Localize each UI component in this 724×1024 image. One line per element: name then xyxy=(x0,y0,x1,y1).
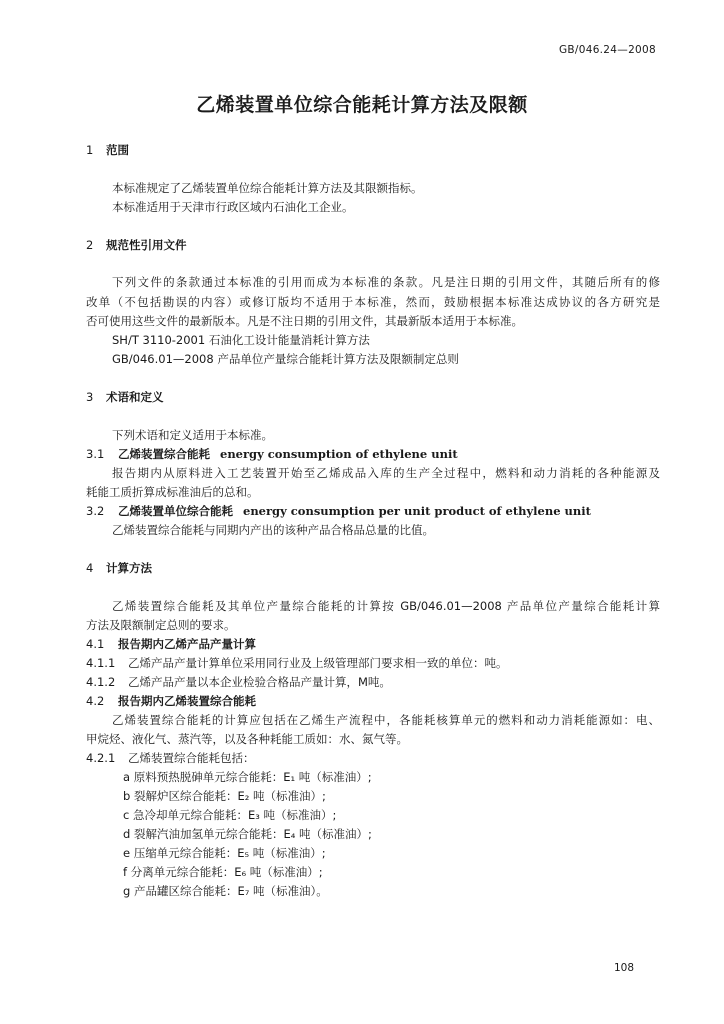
section-2-heading: 2 规范性引用文件 xyxy=(86,238,187,252)
standard-code: GB/046.24—2008 xyxy=(558,44,656,56)
section-1-paragraph: 本标准规定了乙烯装置单位综合能耗计算方法及其限额指标。 xyxy=(112,181,423,195)
section-1-paragraph: 本标准适用于天津市行政区域内石油化工企业。 xyxy=(112,200,354,214)
section-2-paragraph-line: 否可使用这些文件的最新版本。凡是不注日期的引用文件，其最新版本适用于本标准。 xyxy=(86,314,523,328)
term-3-1-definition-line: 报告期内从原料进入工艺装置开始至乙烯成品入库的生产全过程中，燃料和动力消耗的各种能源及 xyxy=(112,466,660,480)
list-item: g 产品罐区综合能耗：E₇ 吨（标准油）。 xyxy=(123,884,328,898)
list-item: a 原料预热脱砷单元综合能耗：E₁ 吨（标准油）; xyxy=(123,770,372,784)
list-item: d 裂解汽油加氢单元综合能耗：E₄ 吨（标准油）; xyxy=(123,827,372,841)
clause-4-1-2: 4.1.2 乙烯产品产量以本企业检验合格品产量计算，M吨。 xyxy=(86,675,391,689)
reference-item: SH/T 3110-2001 石油化工设计能量消耗计算方法 xyxy=(112,333,370,347)
clause-4-1-1: 4.1.1 乙烯产品产量计算单位采用同行业及上级管理部门要求相一致的单位：吨。 xyxy=(86,656,508,670)
subsection-4-2-heading: 4.2 报告期内乙烯装置综合能耗 xyxy=(86,694,256,708)
section-4-paragraph-line: 乙烯装置综合能耗及其单位产量综合能耗的计算按 GB/046.01—2008 产品单位产量综合能耗计算 xyxy=(112,599,660,613)
subsection-4-2-paragraph-line: 甲烷烃、液化气、蒸汽等，以及各种耗能工质如：水、氮气等。 xyxy=(86,732,408,746)
reference-item: GB/046.01—2008 产品单位产量综合能耗计算方法及限额制定总则 xyxy=(112,352,459,366)
section-3-heading: 3 术语和定义 xyxy=(86,390,164,404)
term-3-2-definition-line: 乙烯装置综合能耗与同期内产出的该种产品合格品总量的比值。 xyxy=(112,523,434,537)
term-3-1-heading: 3.1 乙烯装置综合能耗 energy consumption of ethylene unit xyxy=(86,447,458,461)
subsection-4-2-paragraph-line: 乙烯装置综合能耗的计算应包括在乙烯生产流程中，各能耗核算单元的燃料和动力消耗能源如：电、 xyxy=(112,713,660,727)
section-2-paragraph-line: 下列文件的条款通过本标准的引用而成为本标准的条款。凡是注日期的引用文件，其随后所有的修 xyxy=(112,275,660,289)
list-item: c 急冷却单元综合能耗：E₃ 吨（标准油）; xyxy=(123,808,337,822)
list-item: f 分离单元综合能耗：E₆ 吨（标准油）; xyxy=(123,865,323,879)
document-title: 乙烯装置单位综合能耗计算方法及限额 xyxy=(196,94,528,116)
term-3-2-heading: 3.2 乙烯装置单位综合能耗 energy consumption per unit product of ethylene unit xyxy=(86,504,591,518)
section-1-heading: 1 范围 xyxy=(86,143,129,157)
section-3-intro: 下列术语和定义适用于本标准。 xyxy=(112,428,273,442)
term-3-1-definition-line: 耗能工质折算成标准油后的总和。 xyxy=(86,485,259,499)
clause-4-2-1: 4.2.1 乙烯装置综合能耗包括： xyxy=(86,751,255,765)
section-4-heading: 4 计算方法 xyxy=(86,561,152,575)
page-number: 108 xyxy=(613,962,634,974)
list-item: e 压缩单元综合能耗：E₅ 吨（标准油）; xyxy=(123,846,326,860)
list-item: b 裂解炉区综合能耗：E₂ 吨（标准油）; xyxy=(123,789,326,803)
section-2-paragraph-line: 改单（不包括勘误的内容）或修订版均不适用于本标准，然而，鼓励根据本标准达成协议的各方研究是 xyxy=(86,295,660,309)
subsection-4-1-heading: 4.1 报告期内乙烯产品产量计算 xyxy=(86,637,256,651)
section-4-paragraph-line: 方法及限额制定总则的要求。 xyxy=(86,618,236,632)
